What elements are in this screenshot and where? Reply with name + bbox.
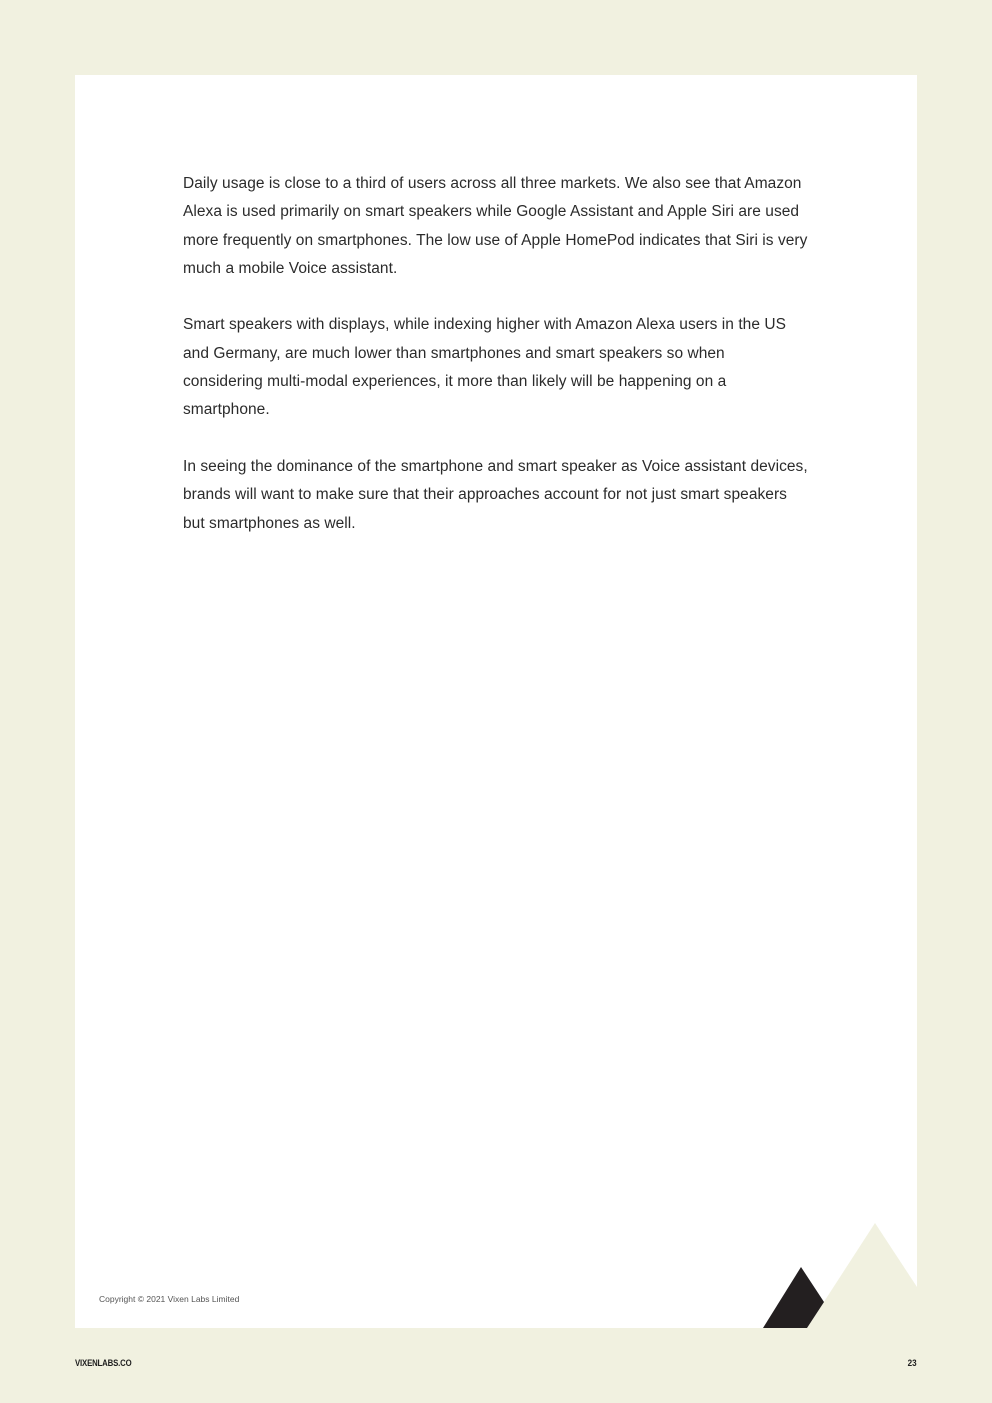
paragraph-2: Smart speakers with displays, while indexing higher with Amazon Alexa users in the US and Germany, are much lower than smartphones and smart speakers so when considering multi-modal experiences, it more than likely will be happening on a smartphone. — [183, 316, 787, 419]
copyright-notice: Copyright © 2021 Vixen Labs Limited — [99, 1294, 240, 1304]
paragraph-1: Daily usage is close to a third of users across all three markets. We also see that Amazon Alexa is used primarily on smart speakers while Google Assistant and Apple Siri are used more frequently on smartphones. The low use of Apple HomePod indicates that Siri is very much a mobile Voice assistant. — [183, 175, 808, 277]
footer-site-link[interactable]: VIXENLABS.CO — [75, 1358, 132, 1369]
page-number: 23 — [908, 1358, 917, 1369]
paragraph-3: In seeing the dominance of the smartphone and smart speaker as Voice assistant devices, brands will want to make sure that their approaches account for not just smart speakers but smartphones as well. — [183, 457, 808, 532]
dark-triangle — [763, 1267, 824, 1328]
light-triangle — [807, 1223, 917, 1328]
page-sheet — [75, 75, 917, 1328]
body-text — [183, 170, 808, 566]
